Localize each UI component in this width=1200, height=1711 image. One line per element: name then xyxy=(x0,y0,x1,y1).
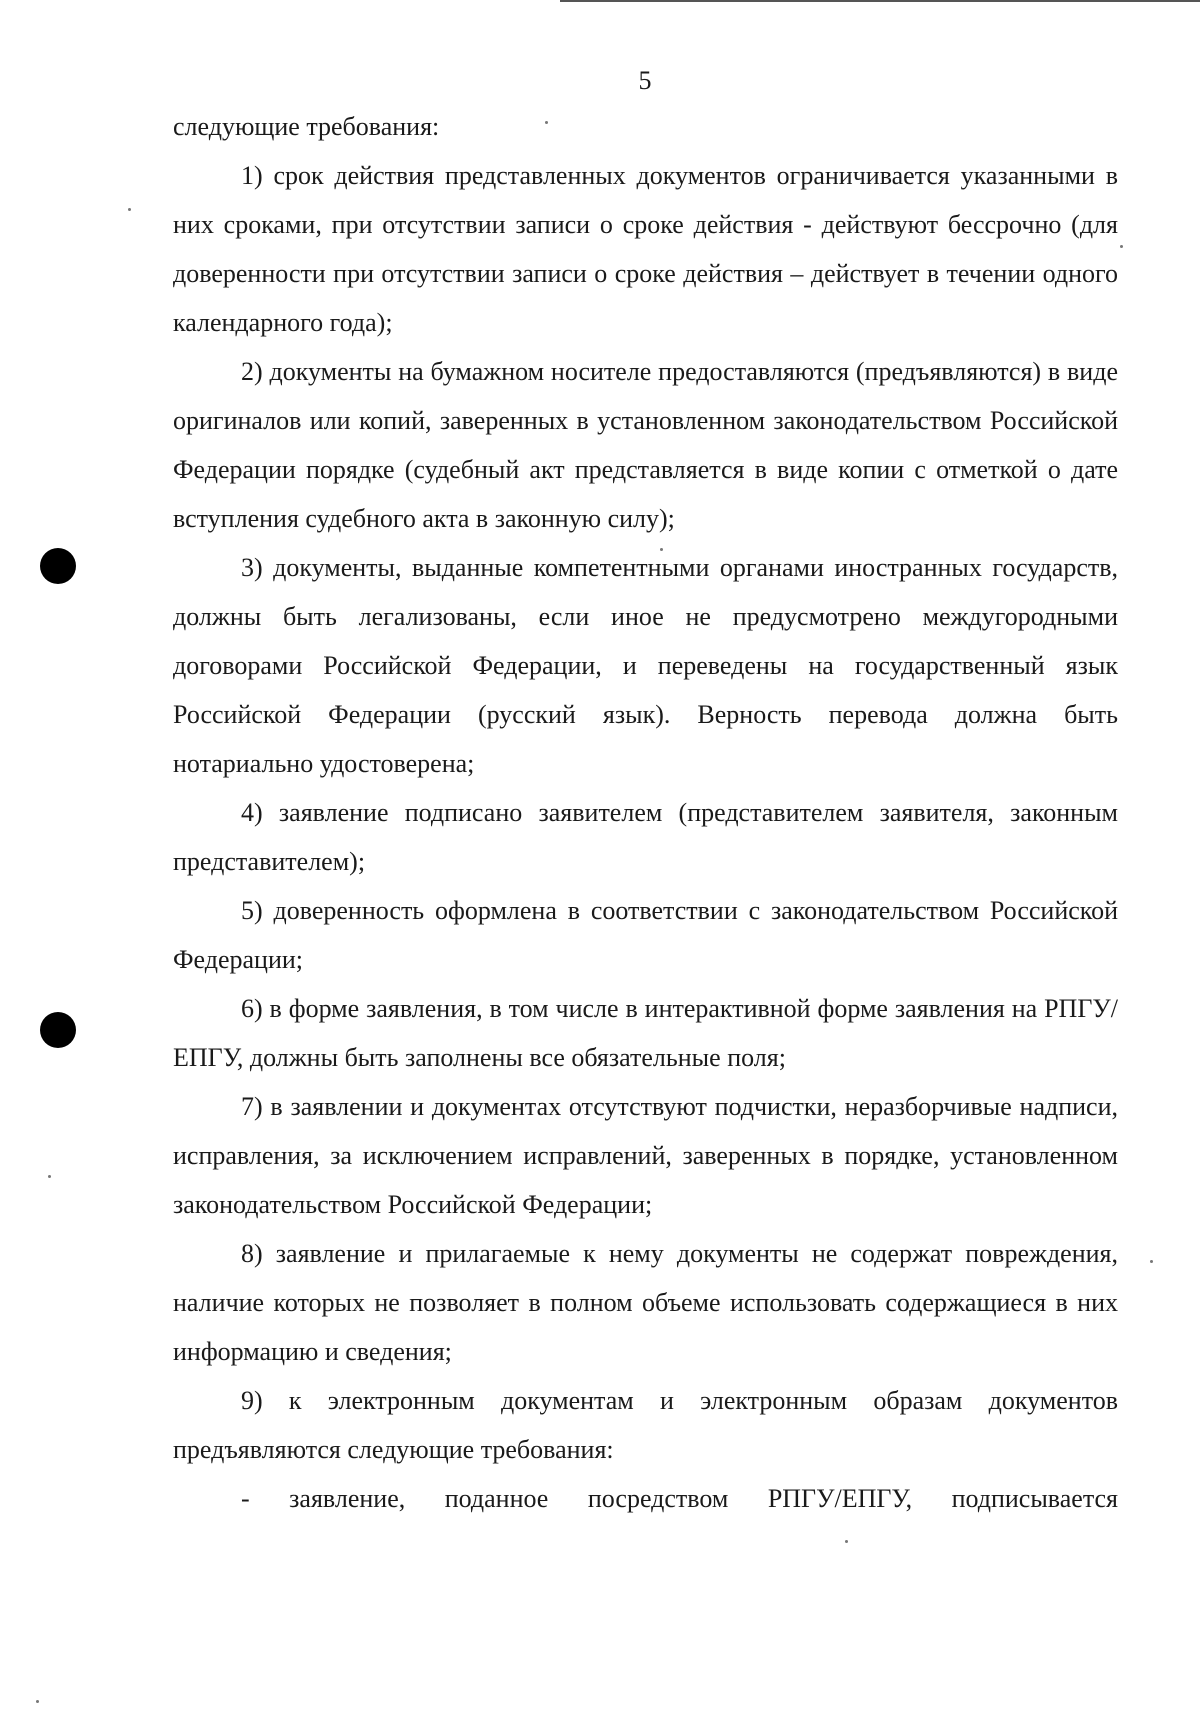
paragraph-intro: следующие требования: xyxy=(173,112,440,141)
scan-speck xyxy=(48,1175,51,1178)
page-number: 5 xyxy=(638,66,652,95)
paragraph-item-3: 3) документы, выданные компетентными органами иностранных государств, должны быть легализованы, если иное не предусмотрено междугородными договорами Российской Федерации, и переведены на государственный язык Российской Федерации (русский язык). Верность перевода должна быть нотариально удостоверена; xyxy=(173,553,1118,778)
paragraph-item-5: 5) доверенность оформлена в соответствии с законодательством Российской Федерации; xyxy=(173,896,1118,974)
scan-speck xyxy=(660,548,663,551)
paragraph-item-9: 9) к электронным документам и электронным образам документов предъявляются следующие требования: xyxy=(173,1386,1118,1464)
scan-speck xyxy=(845,1540,848,1543)
paragraph-item-8: 8) заявление и прилагаемые к нему документы не содержат повреждения, наличие которых не позволяет в полном объеме использовать содержащиеся в них информацию и сведения; xyxy=(173,1239,1118,1366)
scan-speck xyxy=(1120,245,1123,248)
paragraph-item-2: 2) документы на бумажном носителе предоставляются (предъявляются) в виде оригиналов или копий, заверенных в установленном законодательством Российской Федерации порядке (судебный акт представляется в виде копии с отметкой о дате вступления судебного акта в законную силу); xyxy=(173,357,1118,533)
scan-speck xyxy=(545,121,548,124)
scan-speck xyxy=(36,1700,39,1703)
paragraph-item-4: 4) заявление подписано заявителем (представителем заявителя, законным представителем); xyxy=(173,798,1118,876)
paragraph-item-7: 7) в заявлении и документах отсутствуют подчистки, неразборчивые надписи, исправления, за исключением исправлений, заверенных в порядке, установленном законодательством Российской Федерации; xyxy=(173,1092,1118,1219)
top-edge-line xyxy=(560,0,1200,2)
scan-speck xyxy=(128,208,131,211)
scan-speck xyxy=(1150,1260,1153,1263)
document-body xyxy=(173,102,1118,1523)
paragraph-item-1: 1) срок действия представленных документов ограничивается указанными в них сроками, при отсутствии записи о сроке действия - действуют бессрочно (для доверенности при отсутствии записи о сроке действия – действует в течении одного календарного года); xyxy=(173,161,1118,337)
punch-hole-mark xyxy=(40,1012,76,1048)
paragraph-item-6: 6) в форме заявления, в том числе в интерактивной форме заявления на РПГУ/ЕПГУ, должны быть заполнены все обязательные поля; xyxy=(173,994,1118,1072)
punch-hole-mark xyxy=(40,548,76,584)
paragraph-dash-item: - заявление, поданное посредством РПГУ/ЕПГУ, подписывается xyxy=(241,1484,1118,1513)
